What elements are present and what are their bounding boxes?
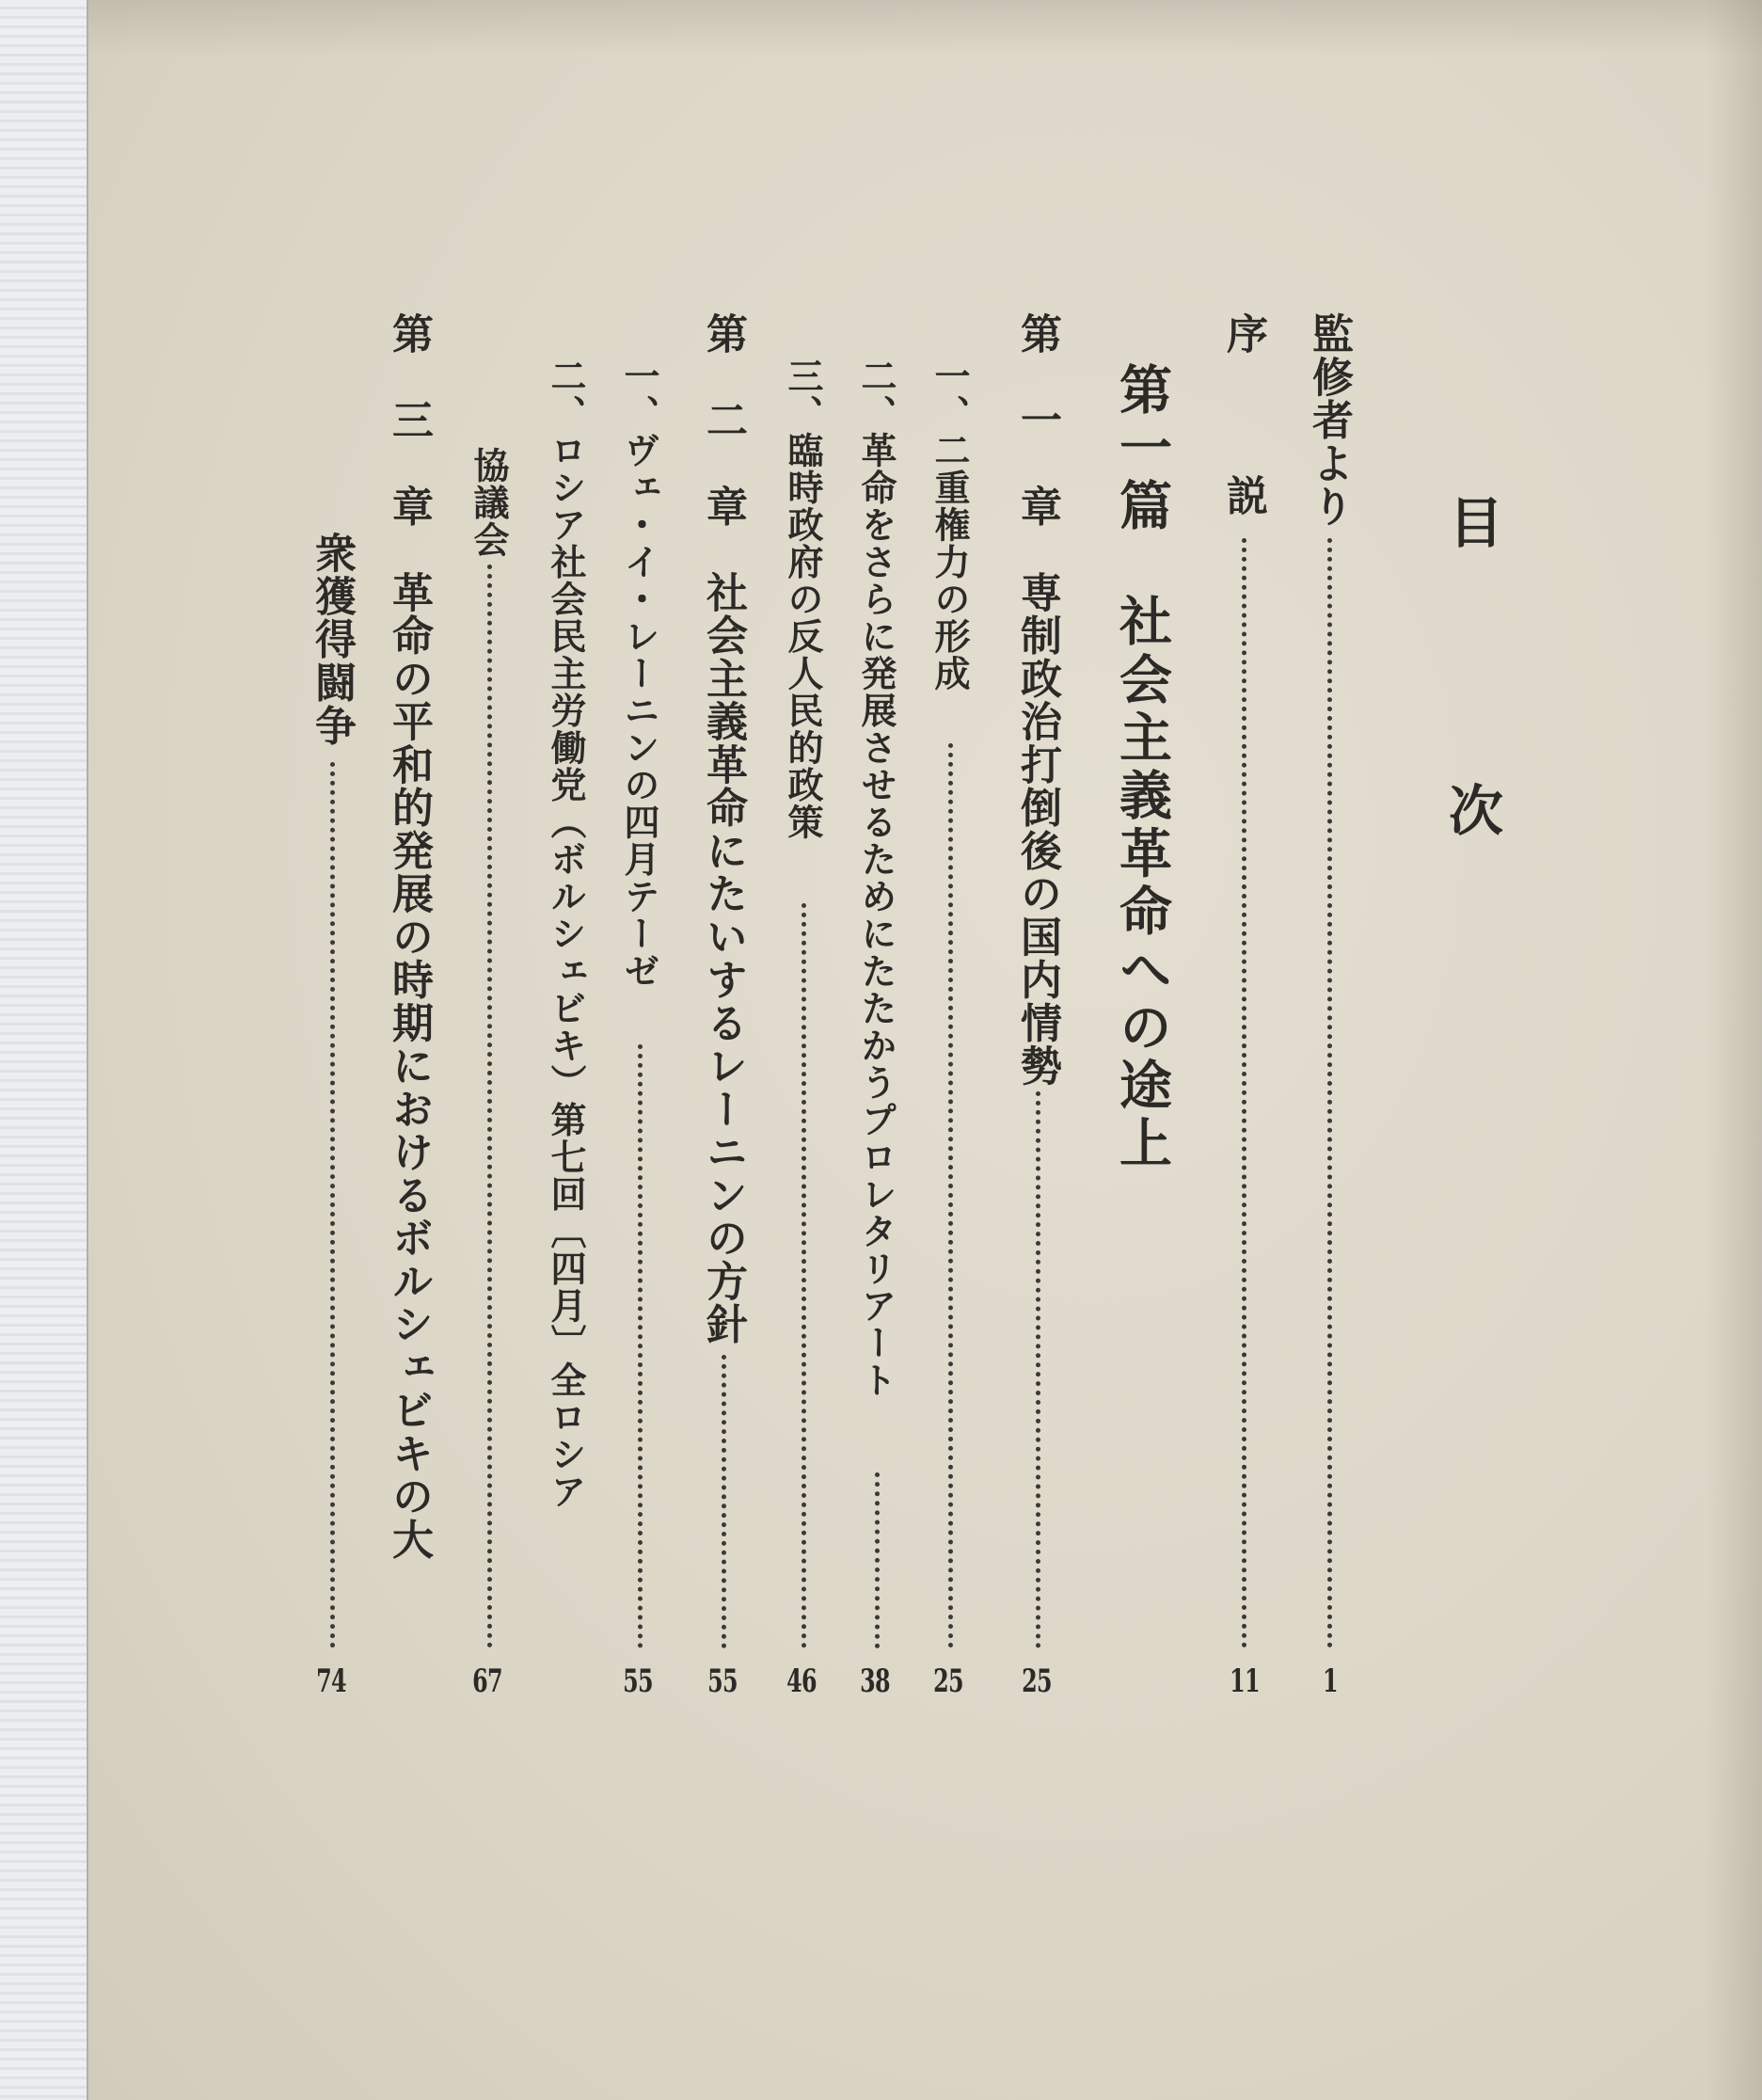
page-number: 1 (1323, 1662, 1338, 1700)
toc-entry-chapter-1: 第 一 章 専制政治打倒後の国内情勢 (1013, 312, 1061, 1088)
leader-dots (1327, 538, 1332, 1648)
page-number: 74 (316, 1662, 346, 1700)
plastic-sleeve (0, 0, 88, 2100)
toc-entry-2-2: 二、ロシア社会民主労働党（ボルシェビキ）第七回〔四月〕全ロシア (545, 358, 587, 1511)
toc-entry-intro: 序 説 (1219, 312, 1267, 555)
toc-entry-chapter-2: 第 二 章 社会主義革命にたいするレーニンの方針 (699, 312, 747, 1346)
page-number: 38 (860, 1662, 890, 1700)
leader-dots (875, 1472, 880, 1648)
toc-entry-foreword: 監修者より (1305, 312, 1353, 528)
book-page (88, 0, 1762, 2100)
page-number: 55 (623, 1662, 653, 1700)
toc-entry-1-2: 二、革命をさらに発展させるためにたたかうプロレタリアート (855, 358, 897, 1399)
page-number: 25 (1022, 1662, 1052, 1700)
page-number: 67 (472, 1662, 502, 1700)
toc-title: 目 次 (1439, 494, 1503, 921)
page-number: 55 (707, 1662, 738, 1700)
leader-dots (330, 762, 335, 1648)
page-number: 46 (786, 1662, 817, 1700)
toc-entry-2-2-continued: 協議会 (468, 447, 510, 559)
toc-entry-chapter-3: 第 三 章 革命の平和的発展の時期におけるボルシェビキの大 (385, 312, 433, 1562)
leader-dots (1036, 1091, 1040, 1648)
page-number: 11 (1230, 1662, 1260, 1700)
toc-entry-2-1: 一、ヴェ・イ・レーニンの四月テーゼ (618, 358, 660, 990)
toc-entry-chapter-3-continued: 衆獲得闘争 (308, 532, 356, 747)
page-number: 25 (933, 1662, 963, 1700)
toc-part-heading: 第一篇 社会主義革命への途上 (1111, 362, 1173, 1174)
toc-entry-1-1: 一、二重権力の形成 (929, 358, 971, 692)
leader-dots (722, 1355, 726, 1648)
leader-dots (802, 903, 806, 1648)
leader-dots (1242, 538, 1246, 1648)
page-edge-shadow (1706, 0, 1762, 2100)
leader-dots (487, 565, 492, 1648)
leader-dots (638, 1044, 643, 1648)
toc-entry-1-3: 三、臨時政府の反人民的政策 (782, 358, 824, 841)
page-top-shadow (88, 0, 1762, 56)
leader-dots (948, 743, 953, 1648)
